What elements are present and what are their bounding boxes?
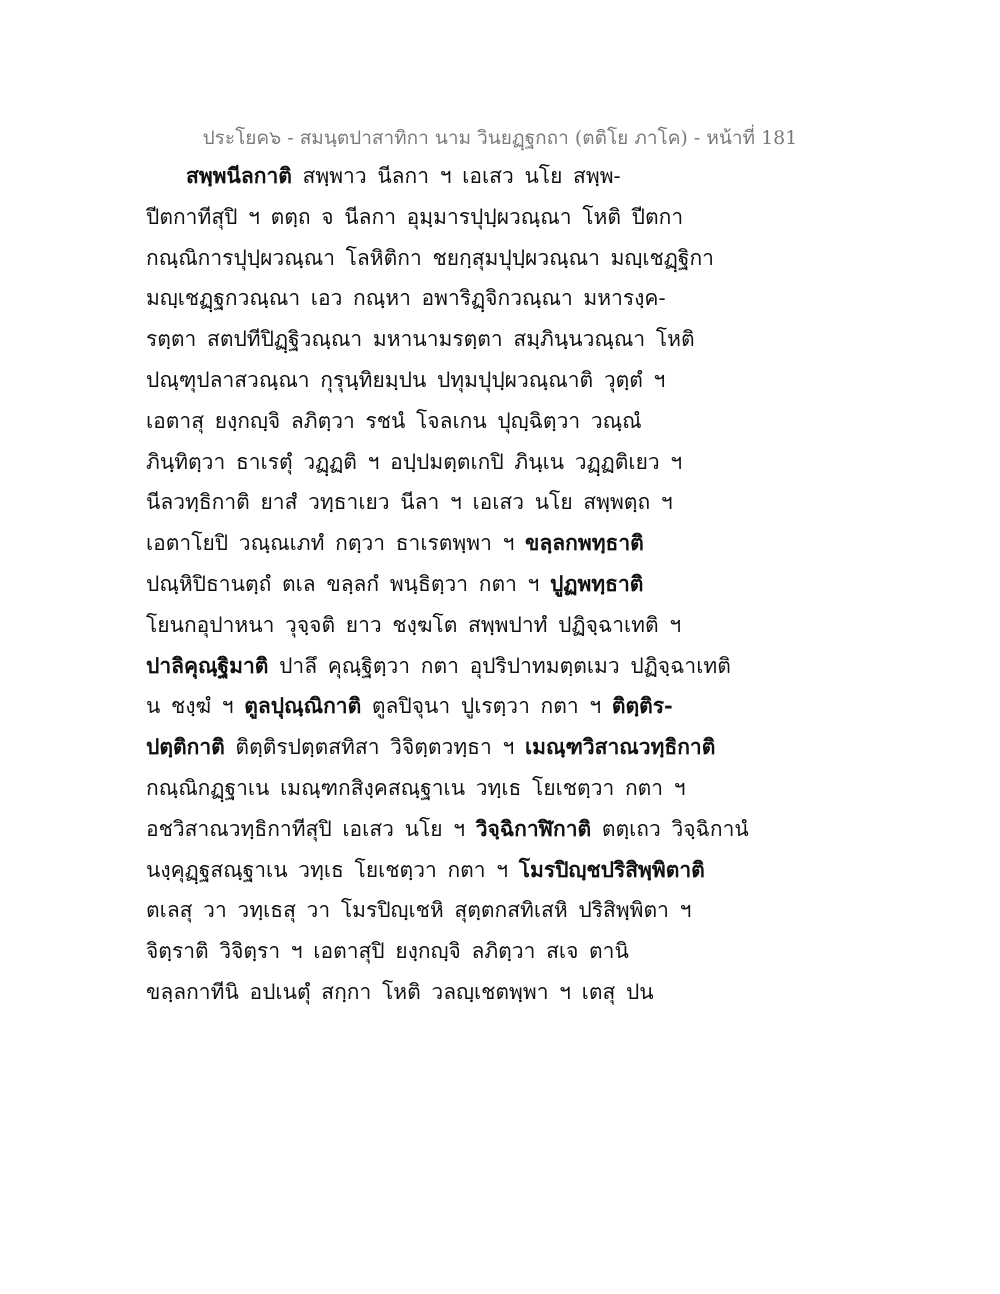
text-segment: จิตฺราติ วิจิตฺรา ฯ เอตาสุปิ ยงฺกญฺจิ ลภิตฺวา สเจ ตานิ xyxy=(146,939,629,964)
headword: สพฺพนีลกาติ xyxy=(186,163,292,188)
text-segment: เอตาสุ ยงฺกญฺจิ ลภิตฺวา รชนํ โจลเกน ปุญฺฉิตฺวา วณฺณํ xyxy=(146,408,642,433)
text-line xyxy=(146,197,706,238)
text-segment: รตฺตา สตปทีปิฏฺฐิวณฺณา มหานามรตฺตา สมฺภินฺนวณฺณา โหติ xyxy=(146,327,695,352)
text-segment: ตเลสุ วา วทฺเธสุ วา โมรปิญฺเชหิ สุตฺตกสทิเสหิ ปริสิพฺพิตา ฯ xyxy=(146,898,692,923)
text-segment: กณฺณิกฏฺฐาเน เมณฺฑกสิงฺคสณฺฐาเน วทฺเธ โยเชตฺวา กตา ฯ xyxy=(146,775,686,800)
body-text xyxy=(146,156,749,1013)
text-segment: นงฺคุฏฺฐสณฺฐาเน วทฺเธ โยเชตฺวา กตา ฯ xyxy=(146,857,519,882)
text-segment: ตตฺเถว วิจฺฉิกานํ xyxy=(591,816,749,841)
text-segment: ติตฺติรปตฺตสทิสา วิจิตฺตวทฺธา ฯ xyxy=(224,735,525,760)
text-line xyxy=(146,768,706,809)
text-segment: ปณฺฑุปลาสวณฺณา กุรุนฺทิยมฺปน ปทุมปุปฺผวณฺณาติ วุตฺตํ ฯ xyxy=(146,367,666,392)
text-segment: น ชงฺฆํ ฯ xyxy=(146,694,245,719)
headword: วิจฺฉิกาฬิกาติ xyxy=(475,815,592,841)
text-segment: กณฺณิการปุปฺผวณฺณา โลหิติกา ชยกฺสุมปุปฺผวณฺณา มญฺเชฏฺฐิกา xyxy=(146,245,714,270)
text-line xyxy=(146,278,706,319)
text-line xyxy=(146,442,706,483)
text-segment: สพฺพาว นีลกา ฯ เอเสว นโย สพฺพ- xyxy=(291,164,621,188)
text-line xyxy=(146,809,749,850)
headword: ติตฺติร- xyxy=(611,693,673,719)
headword: ปาลิคุณฺฐิมาติ xyxy=(146,652,269,678)
text-segment: มญฺเชฏฺฐกวณฺณา เอว กณฺหา อพาริฏฺจิกวณฺณา มหารงฺค- xyxy=(146,286,666,311)
text-line xyxy=(146,686,706,727)
text-line xyxy=(146,319,706,360)
text-line xyxy=(146,156,706,197)
text-line xyxy=(146,850,706,891)
text-segment: ปณฺหิปิธานตฺถํ ตเล ขลฺลกํ พนฺธิตฺวา กตา ฯ xyxy=(146,571,551,596)
text-line xyxy=(146,646,731,687)
text-segment: ขลฺลกาทีนิ อปเนตุํ สกฺกา โหติ วลญฺเชตพฺพา ฯ เตสุ ปน xyxy=(146,979,654,1004)
text-segment: ตูลปิจุนา ปูเรตฺวา กตา ฯ xyxy=(361,694,612,719)
headword: โมรปิญฺชปริสิพฺพิตาติ xyxy=(518,856,705,882)
text-segment: โยนกอุปาหนา วุจฺจติ ยาว ชงฺฆโต สพฺพปาทํ ปฏิจฺฉาเทติ ฯ xyxy=(146,612,682,637)
text-line xyxy=(146,890,706,931)
text-line xyxy=(146,401,706,442)
text-segment: เอตาโยปิ วณฺณเภทํ กตฺวา ธาเรตพฺพา ฯ xyxy=(146,531,526,556)
text-line xyxy=(146,482,706,523)
headword: ปูฏพทฺธาติ xyxy=(550,570,644,596)
running-header: ประโยค๖ - สมนฺตปาสาทิกา นาม วินยฏฺฐกถา (ตติโย ภาโค) - หน้าที่ 181 xyxy=(202,127,798,149)
text-line xyxy=(146,238,714,279)
text-line xyxy=(146,931,706,972)
text-line xyxy=(146,605,706,646)
text-line xyxy=(146,972,706,1013)
headword: ตูลปุณฺณิกาติ xyxy=(244,693,362,719)
text-line xyxy=(146,523,706,564)
headword: ปตฺติกาติ xyxy=(146,734,225,760)
headword: เมณฺฑวิสาณวทฺธิกาติ xyxy=(524,734,716,760)
text-segment: อชวิสาณวทฺธิกาทีสุปิ เอเสว นโย ฯ xyxy=(146,816,476,841)
text-line xyxy=(146,564,706,605)
text-line xyxy=(146,360,706,401)
text-line xyxy=(146,727,716,768)
headword: ขลฺลกพทฺธาติ xyxy=(525,530,644,556)
text-segment: ปีตกาทีสุปิ ฯ ตตฺถ จ นีลกา อุมฺมารปุปฺผวณฺณา โหติ ปีตกา xyxy=(146,204,684,229)
text-segment: ปาลึ คุณฺฐิตฺวา กตา อุปริปาทมตฺตเมว ปฏิจฺฉาเทติ xyxy=(268,653,731,678)
text-segment: ภินฺทิตฺวา ธาเรตุํ วฏฺฏติ ฯ อปฺปมตฺตเกปิ ภินฺเน วฏฺฏติเยว ฯ xyxy=(146,449,683,474)
text-segment: นีลวทฺธิกาติ ยาสํ วทฺธาเยว นีลา ฯ เอเสว นโย สพฺพตฺถ ฯ xyxy=(146,490,673,515)
